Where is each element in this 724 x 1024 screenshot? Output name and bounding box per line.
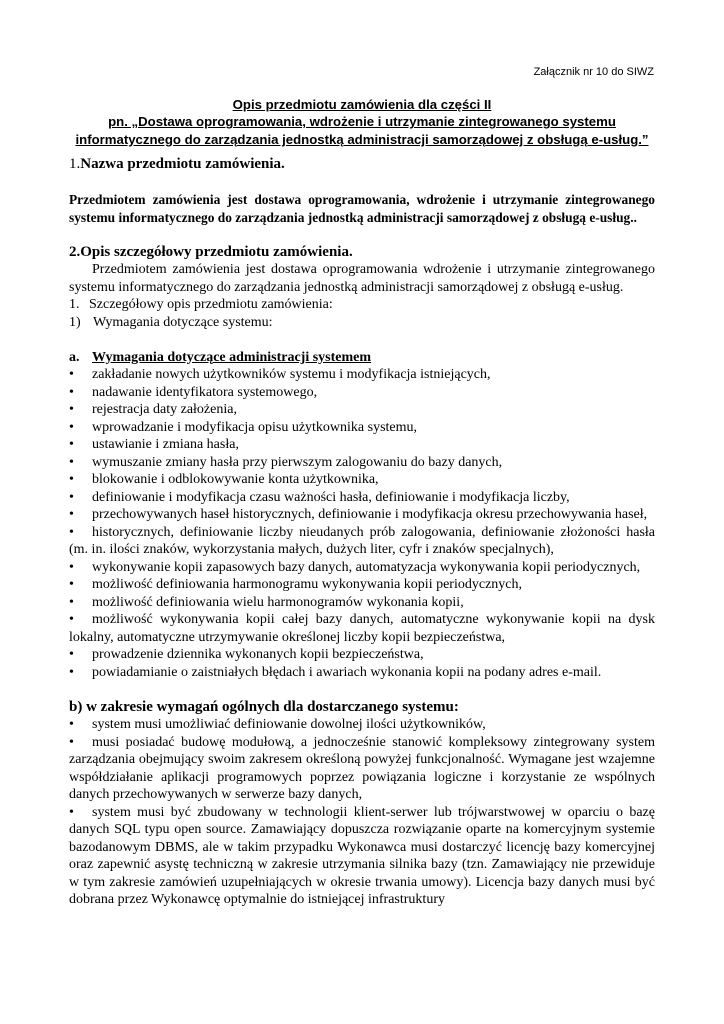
numbered-item-2-text: Wymagania dotyczące systemu: bbox=[93, 314, 273, 330]
bullet-icon: • bbox=[69, 647, 74, 662]
bullet-icon: • bbox=[69, 559, 74, 575]
list-item-text: blokowanie i odblokowywanie konta użytkownika, bbox=[92, 472, 379, 487]
list-item bbox=[69, 611, 655, 646]
list-item-text: zakładanie nowych użytkowników systemu i modyfikacja istniejących, bbox=[92, 367, 491, 382]
list-item bbox=[69, 454, 655, 472]
bullet-icon: • bbox=[69, 402, 74, 417]
bullet-icon: • bbox=[69, 734, 74, 750]
numbered-item-2 bbox=[69, 314, 655, 332]
list-item-text: historycznych, definiowanie liczby nieudanych prób zalogowania, definiowanie złożoności hasła (m. in. ilości znaków, wykorzystania małych, dużych liter, cyfr i znaków specjalnych), bbox=[69, 524, 655, 557]
list-item bbox=[69, 559, 655, 577]
bullet-icon: • bbox=[69, 367, 74, 382]
list-item-text: wymuszanie zmiany hasła przy pierwszym zalogowaniu do bazy danych, bbox=[92, 454, 503, 470]
section-1-number: 1. bbox=[69, 156, 81, 172]
list-item-text: możliwość wykonywania kopii całej bazy danych, automatyczne wykonywanie kopii na dysk lokalny, automatyczne utrzymywanie określonej liczby kopii bezpieczeństwa, bbox=[69, 612, 655, 645]
list-item-text: prowadzenie dziennika wykonanych kopii bezpieczeństwa, bbox=[92, 647, 424, 662]
list-item bbox=[69, 524, 655, 559]
section-2-heading: 2.Opis szczegółowy przedmiotu zamówienia. bbox=[69, 243, 353, 260]
list-item-text: system musi być zbudowany w technologii klient-serwer lub trójwarstwowej w oparciu o bazę danych SQL typu open source. Zamawiający dopuszcza rozwiązanie oparte na komercyjnym systemie bazodanowym DBMS, ale w takim przypadku Wykonawca musi dostarczyć licencję bazy komercyjnej oraz zapewnić asystę techniczną w zakresie utrzymania silnika bazy (tzn. Zamawiający nie przewiduje w tym zakresie zamówień uzupełniających w okresie trwania umowy). Licencja bazy danych musi być dobrana przez Wykonawcę optymalnie do istniejącej infrastruktury bbox=[69, 804, 655, 907]
section-a-label: a. bbox=[69, 349, 80, 365]
list-item bbox=[69, 804, 655, 909]
list-item-text: nadawanie identyfikatora systemowego, bbox=[92, 384, 318, 400]
list-item-text: ustawianie i zmiana hasła, bbox=[92, 437, 239, 452]
section-a-heading bbox=[69, 349, 655, 367]
section-1-heading bbox=[69, 156, 655, 174]
list-item bbox=[69, 716, 655, 734]
list-item-text: wprowadzanie i modyfikacja opisu użytkownika systemu, bbox=[92, 419, 418, 435]
list-item-text: system musi umożliwiać definiowanie dowolnej ilości użytkowników, bbox=[92, 717, 486, 732]
bullet-icon: • bbox=[69, 384, 74, 400]
section-b-heading: b) w zakresie wymagań ogólnych dla dostarczanego systemu: bbox=[69, 698, 459, 715]
list-item-text: wykonywanie kopii zapasowych bazy danych, automatyzacja wykonywania kopii periodycznych, bbox=[92, 559, 641, 575]
list-item-text: możliwość definiowania harmonogramu wykonywania kopii periodycznych, bbox=[92, 577, 522, 592]
bullet-icon: • bbox=[69, 804, 74, 820]
bullet-icon: • bbox=[69, 419, 74, 435]
list-item-text: musi posiadać budowę modułową, a jednocześnie stanowić kompleksowy zintegrowany system zarządzania obejmujący swoim zakresem określoną powyżej funkcjonalność. Wymagane jest wzajemne współdziałanie aplikacji programowych poprzez powiązania logiczne i korzystanie ze wspólnych danych przechowywanych w serwerze bazy danych, bbox=[69, 734, 655, 802]
title-line-3: informatycznego do zarządzania jednostką administracji samorządowej z obsługą e-usług.” bbox=[75, 131, 649, 147]
list-item bbox=[69, 506, 655, 524]
list-item bbox=[69, 664, 655, 682]
list-item bbox=[69, 489, 655, 507]
list-item-text: możliwość definiowania wielu harmonogramów wykonania kopii, bbox=[92, 594, 464, 610]
list-item-text: rejestracja daty założenia, bbox=[92, 402, 237, 417]
bullet-icon: • bbox=[69, 524, 74, 540]
list-item bbox=[69, 401, 655, 419]
list-item bbox=[69, 646, 655, 664]
bullet-icon: • bbox=[69, 577, 74, 592]
section-1-title: Nazwa przedmiotu zamówienia. bbox=[80, 156, 285, 172]
document-body bbox=[69, 156, 655, 909]
attachment-label: Załącznik nr 10 do SIWZ bbox=[533, 66, 654, 78]
numbered-item-1-text: Szczegółowy opis przedmiotu zamówienia: bbox=[89, 297, 333, 312]
title-line-2: pn. „Dostawa oprogramowania, wdrożenie i utrzymanie zintegrowanego systemu bbox=[108, 114, 616, 130]
bullet-icon: • bbox=[69, 454, 74, 470]
section-a-title: Wymagania dotyczące administracji systemem bbox=[92, 349, 372, 365]
bullet-icon: • bbox=[69, 437, 74, 452]
numbered-item-1 bbox=[69, 296, 655, 314]
list-item bbox=[69, 419, 655, 437]
list-item bbox=[69, 436, 655, 454]
bullet-icon: • bbox=[69, 717, 74, 732]
list-item bbox=[69, 471, 655, 489]
list-item bbox=[69, 384, 655, 402]
bullet-icon: • bbox=[69, 612, 74, 627]
section-2-intro: Przedmiotem zamówienia jest dostawa oprogramowania wdrożenie i utrzymanie zintegrowanego systemu informatycznego do zarządzania jednostką administracji samorządowej z obsługą e-usług. bbox=[69, 262, 655, 295]
bullet-icon: • bbox=[69, 507, 74, 522]
section-1-text: Przedmiotem zamówienia jest dostawa oprogramowania, wdrożenie i utrzymanie zintegrowanego systemu informatycznego do zarządzania jednostką administracji samorządowej z obsługą e-usług.. bbox=[69, 192, 655, 225]
list-item-text: definiowanie i modyfikacja czasu ważności hasła, definiowanie i modyfikacja liczby, bbox=[92, 489, 570, 505]
list-item bbox=[69, 576, 655, 594]
bullet-icon: • bbox=[69, 594, 74, 610]
bullet-icon: • bbox=[69, 472, 74, 487]
list-item bbox=[69, 734, 655, 804]
list-item bbox=[69, 366, 655, 384]
list-item-text: powiadamianie o zaistniałych błędach i awariach wykonania kopii na podany adres e-mail. bbox=[92, 664, 602, 680]
title-line-1: Opis przedmiotu zamówienia dla części II bbox=[232, 97, 492, 112]
list-item-text: przechowywanych haseł historycznych, definiowanie i modyfikacja okresu przechowywania haseł, bbox=[92, 507, 648, 522]
numbered-item-1-number: 1. bbox=[69, 297, 80, 312]
list-item bbox=[69, 594, 655, 612]
numbered-item-2-number: 1) bbox=[69, 314, 81, 330]
document-title bbox=[40, 96, 684, 148]
bullet-icon: • bbox=[69, 489, 74, 505]
bullet-icon: • bbox=[69, 664, 74, 680]
